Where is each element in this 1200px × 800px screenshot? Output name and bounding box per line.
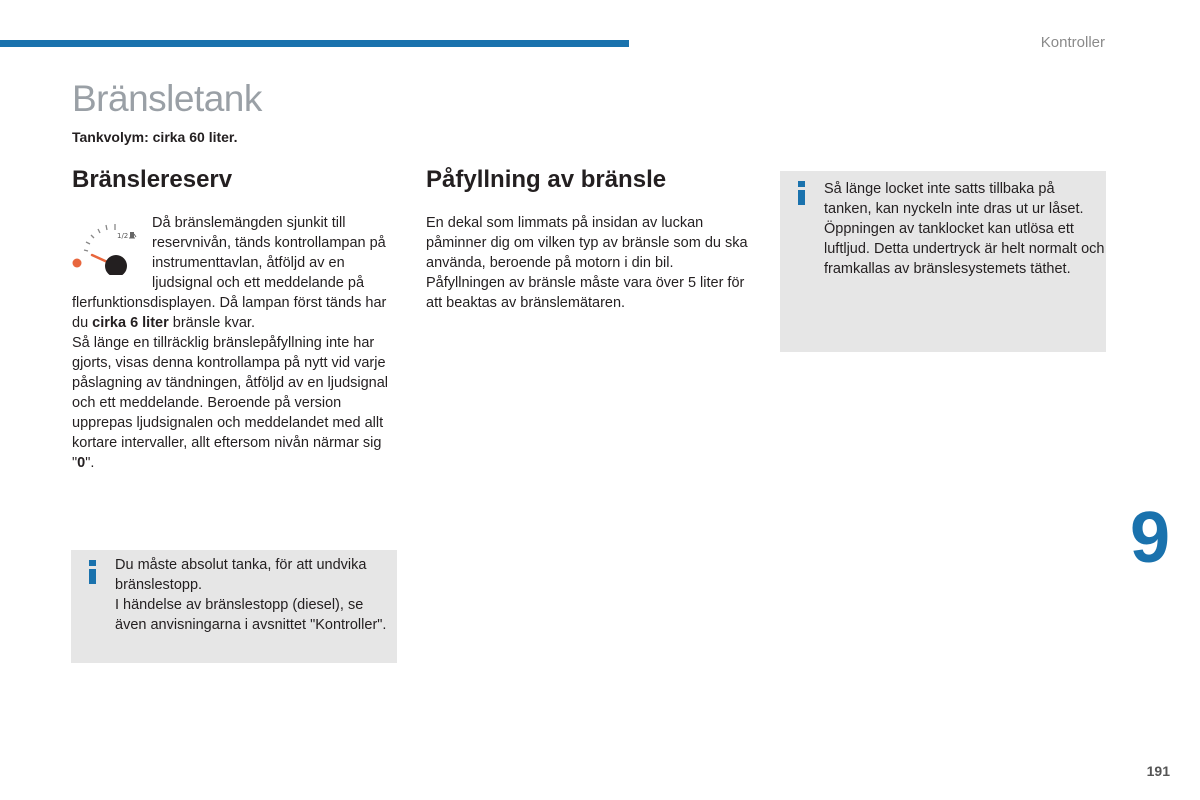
reserve-text-4: ". (85, 455, 95, 471)
reserve-text-3: Så länge en tillräcklig bränslepåfyllning inte har gjorts, visas denna kontrollampa på nytt vid varje påslagning av tändningen, åtföljd av en ljudsignal och ett meddelande. Beroende på version upprepas ljudsignalen och meddelandet med allt kortare intervaller, allt eftersom nivån närmar sig " (72, 335, 389, 471)
info-box-fuel-stop (71, 550, 397, 663)
reserve-text-1: Då bränslemängden sjunkit till reservnivån, tänds kontrollampan på instrumenttavlan, åtföljd av en ljudsignal och ett meddelande på flerfunktionsdisplayen. Då lampan först tänds har du (72, 215, 387, 331)
page-number: 191 (1146, 763, 1170, 779)
reserve-level-zero: 0 (77, 455, 86, 471)
top-accent-bar (0, 40, 629, 47)
reserve-heading: Bränslereserv (72, 166, 233, 193)
note-line-2: I händelse av bränslestopp (diesel), se även anvisningarna i avsnittet "Kontroller". (115, 597, 387, 633)
tank-capacity: Tankvolym: cirka 60 liter. (72, 129, 238, 145)
refuel-heading: Påfyllning av bränsle (426, 166, 667, 193)
chapter-number: 9 (1130, 498, 1171, 578)
info-icon (88, 560, 98, 584)
info-icon (797, 181, 807, 205)
fuel-gauge-icon (72, 215, 146, 275)
page-title: Bränsletank (72, 78, 262, 119)
warning-light-icon (73, 259, 82, 268)
refuel-text: En dekal som limmats på insidan av luckan påminner dig om vilken typ av bränsle som du ska använda, beroende på motorn i din bil. Påfyllningen av bränsle måste vara över 5 liter för att beaktas av bränslemätaren. (426, 215, 748, 311)
reserve-text-2: bränsle kvar. (168, 315, 255, 331)
info-box-tank-cap (780, 171, 1106, 352)
reserve-amount: cirka 6 liter (92, 315, 169, 331)
note-line-1: Du måste absolut tanka, för att undvika bränslestopp. (115, 557, 367, 593)
gauge-half-label: 1/2 (117, 232, 129, 240)
reserve-section (72, 213, 390, 473)
note-tank-cap: Så länge locket inte satts tillbaka på tanken, kan nyckeln inte dras ut ur låset. Öppningen av tanklocket kan utlösa ett luftljud. Detta undertryck är helt normalt och framkallas av bränslesystemets täthet. (824, 181, 1105, 277)
section-label: Kontroller (1040, 34, 1105, 51)
